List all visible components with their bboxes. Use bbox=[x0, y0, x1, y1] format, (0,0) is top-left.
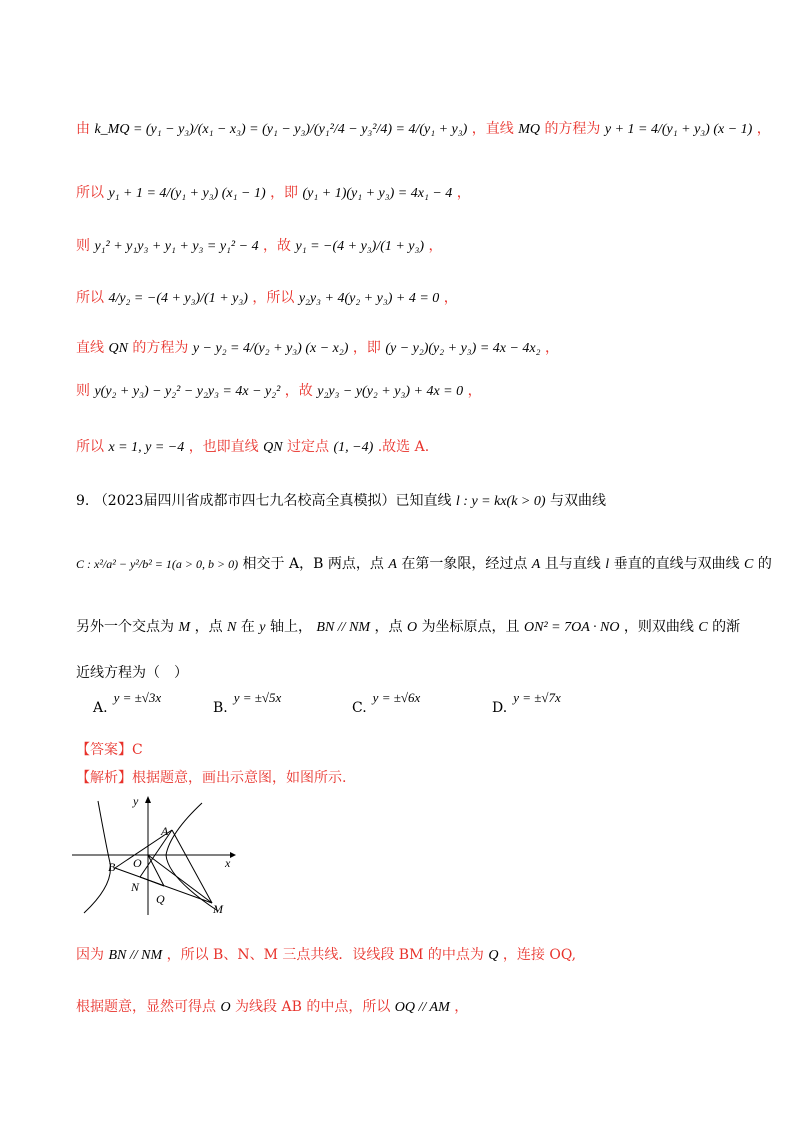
curve-c: C bbox=[698, 620, 708, 635]
line-prefix: 所以 bbox=[76, 439, 104, 455]
line-text: ，也即直线 bbox=[188, 439, 259, 455]
question-text: 近线方程为（ ） bbox=[76, 665, 188, 681]
formula: y₂y₃ + 4(y₂ + y₃) + 4 = 0 bbox=[298, 291, 440, 306]
question-text: 垂直的直线与双曲线 bbox=[613, 556, 740, 572]
analysis-line-1 bbox=[76, 944, 576, 964]
slope-formula: k_MQ = (y₁ − y₃)/(x₁ − x₃) = (y₁ − y₃)/(y₁²/4 − y₃²/4) = 4/(y₁ + y₃) bbox=[94, 122, 468, 137]
line-equation: l : y = kx(k > 0) bbox=[455, 494, 546, 509]
point-o: O bbox=[220, 1000, 231, 1015]
line-prefix: 直线 bbox=[76, 340, 104, 356]
mq-equation: y + 1 = 4/(y₁ + y₃) (x − 1) bbox=[604, 122, 753, 137]
hyperbola-equation: C : x²/a² − y²/b² = 1(a > 0, b > 0) bbox=[76, 557, 239, 571]
point-m: M bbox=[178, 620, 191, 635]
hyperbola-left-branch bbox=[84, 801, 110, 913]
line-prefix: 所以 bbox=[76, 290, 104, 306]
label-a: A bbox=[161, 824, 169, 838]
line-suffix: ， bbox=[756, 121, 771, 137]
question-text: 相交于 A，B 两点，点 bbox=[242, 556, 384, 572]
line-prefix: 则 bbox=[76, 383, 90, 399]
line-suffix: ， bbox=[467, 383, 482, 399]
analysis-line-2 bbox=[76, 996, 468, 1016]
line-suffix: ， bbox=[454, 999, 469, 1015]
question-text: 为坐标原点，且 bbox=[421, 619, 520, 635]
curve-c: C bbox=[744, 557, 754, 572]
question-line-1 bbox=[76, 490, 606, 510]
option-d[interactable] bbox=[492, 690, 561, 716]
line-suffix: ， bbox=[428, 238, 443, 254]
axis-y: y bbox=[259, 620, 266, 635]
line-text: ，即 bbox=[352, 340, 381, 356]
formula: y₁ + 1 = 4/(y₁ + y₃) (x₁ − 1) bbox=[108, 186, 266, 201]
x-axis-arrow bbox=[230, 852, 236, 858]
fixed-point: (1, −4) bbox=[333, 440, 374, 455]
option-b[interactable] bbox=[213, 690, 282, 716]
line-prefix: 由 bbox=[76, 121, 90, 137]
line-text: ，所以 bbox=[252, 290, 295, 306]
line-qn: QN bbox=[108, 341, 128, 356]
hyperbola-right-branch bbox=[166, 803, 218, 911]
option-value: y = ±√5x bbox=[233, 690, 282, 705]
line-mq: MQ bbox=[518, 122, 540, 137]
option-label: A. bbox=[93, 700, 108, 716]
line-text: 的方程为 bbox=[544, 121, 601, 137]
label-b: B bbox=[108, 860, 116, 874]
formula: (y − y₂)(y₂ + y₃) = 4x − 4x₂ bbox=[385, 341, 541, 356]
formula: 4/y₂ = −(4 + y₃)/(1 + y₃) bbox=[108, 291, 248, 306]
point-a: A bbox=[388, 557, 397, 572]
point-n: N bbox=[227, 620, 237, 635]
line-suffix: ， bbox=[544, 340, 559, 356]
line-suffix: ， bbox=[443, 290, 458, 306]
line-prefix: 则 bbox=[76, 238, 90, 254]
hyperbola-figure bbox=[70, 793, 240, 918]
formula: (y₁ + 1)(y₁ + y₃) = 4x₁ − 4 bbox=[302, 186, 453, 201]
line-text: ，直线 bbox=[471, 121, 514, 137]
solution-line-3 bbox=[76, 235, 443, 255]
point-q: Q bbox=[488, 948, 499, 963]
option-label: C. bbox=[352, 700, 367, 716]
line-text: 为线段 AB 的中点，所以 bbox=[235, 999, 391, 1015]
question-text: 与双曲线 bbox=[550, 493, 606, 509]
solution-line-1 bbox=[76, 118, 771, 138]
vector-equation: ON² = 7OA · NO bbox=[524, 620, 620, 635]
formula: y(y₂ + y₃) − y₂² − y₂y₃ = 4x − y₂² bbox=[94, 384, 281, 399]
line-suffix: ， bbox=[456, 185, 471, 201]
question-text: ，点 bbox=[194, 619, 223, 635]
option-label: D. bbox=[492, 700, 508, 716]
option-label: B. bbox=[213, 700, 228, 716]
question-number: 9. bbox=[76, 493, 90, 509]
question-text: 的渐 bbox=[712, 619, 741, 635]
option-value: y = ±√6x bbox=[372, 690, 421, 705]
formula: y₁ = −(4 + y₃)/(1 + y₃) bbox=[295, 239, 425, 254]
formula: y₂y₃ − y(y₂ + y₃) + 4x = 0 bbox=[317, 384, 464, 399]
formula: y₁² + y₁y₃ + y₁ + y₃ = y₁² − 4 bbox=[94, 239, 259, 254]
solution-line-2 bbox=[76, 182, 471, 202]
label-m: M bbox=[213, 902, 223, 916]
line-prefix: 所以 bbox=[76, 185, 104, 201]
question-line-4 bbox=[76, 662, 188, 682]
label-q: Q bbox=[156, 892, 165, 906]
line-qn: QN bbox=[263, 440, 283, 455]
question-text: 在第一象限，经过点 bbox=[401, 556, 528, 572]
question-line-3 bbox=[76, 616, 740, 636]
parallel-relation: OQ // AM bbox=[394, 1000, 450, 1015]
option-value: y = ±√3x bbox=[113, 690, 162, 705]
line-text: ，所以 B、N、M 三点共线．设线段 BM 的中点为 bbox=[166, 947, 484, 963]
question-text: 的 bbox=[757, 556, 772, 572]
vector-relation: BN // NM bbox=[316, 620, 371, 635]
question-line-2 bbox=[76, 553, 772, 573]
vector-relation: BN // NM bbox=[108, 948, 163, 963]
formula: y − y₂ = 4/(y₂ + y₃) (x − x₂) bbox=[192, 341, 349, 356]
line-text: 过定点 bbox=[287, 439, 330, 455]
question-source: （2023届四川省成都市四七九名校高全真模拟）已知直线 bbox=[93, 493, 452, 509]
solution-line-6 bbox=[76, 380, 482, 400]
line-l: l bbox=[605, 557, 610, 572]
point-a: A bbox=[531, 557, 541, 572]
line-suffix: ，连接 OQ, bbox=[502, 947, 577, 963]
solution-line-4 bbox=[76, 287, 458, 307]
question-text: 在 bbox=[240, 619, 255, 635]
question-text: 轴上， bbox=[269, 619, 312, 635]
option-a[interactable] bbox=[93, 690, 162, 716]
analysis-intro: 【解析】根据题意，画出示意图，如图所示. bbox=[76, 770, 347, 786]
line-text: ，故 bbox=[284, 383, 313, 399]
question-text: 另外一个交点为 bbox=[76, 619, 174, 635]
line-text: ，即 bbox=[270, 185, 299, 201]
question-text: ，点 bbox=[374, 619, 403, 635]
formula: x = 1, y = −4 bbox=[108, 440, 185, 455]
line-prefix: 根据题意，显然可得点 bbox=[76, 999, 216, 1015]
label-y: y bbox=[133, 794, 139, 808]
solution-line-7 bbox=[76, 436, 429, 456]
line-suffix: .故选 A. bbox=[377, 439, 430, 455]
line-prefix: 因为 bbox=[76, 947, 104, 963]
option-c[interactable] bbox=[352, 690, 421, 716]
solution-line-5 bbox=[76, 337, 559, 357]
label-x: x bbox=[225, 856, 231, 870]
point-o: O bbox=[406, 620, 418, 635]
line-text: 的方程为 bbox=[132, 340, 189, 356]
option-value: y = ±√7x bbox=[513, 690, 561, 705]
question-text: ，则双曲线 bbox=[623, 619, 694, 635]
answer: 【答案】C bbox=[76, 742, 143, 758]
line-text: ，故 bbox=[263, 238, 292, 254]
label-n: N bbox=[131, 880, 140, 894]
y-axis-arrow bbox=[145, 796, 151, 803]
label-o: O bbox=[133, 856, 142, 870]
question-text: 且与直线 bbox=[544, 556, 601, 572]
